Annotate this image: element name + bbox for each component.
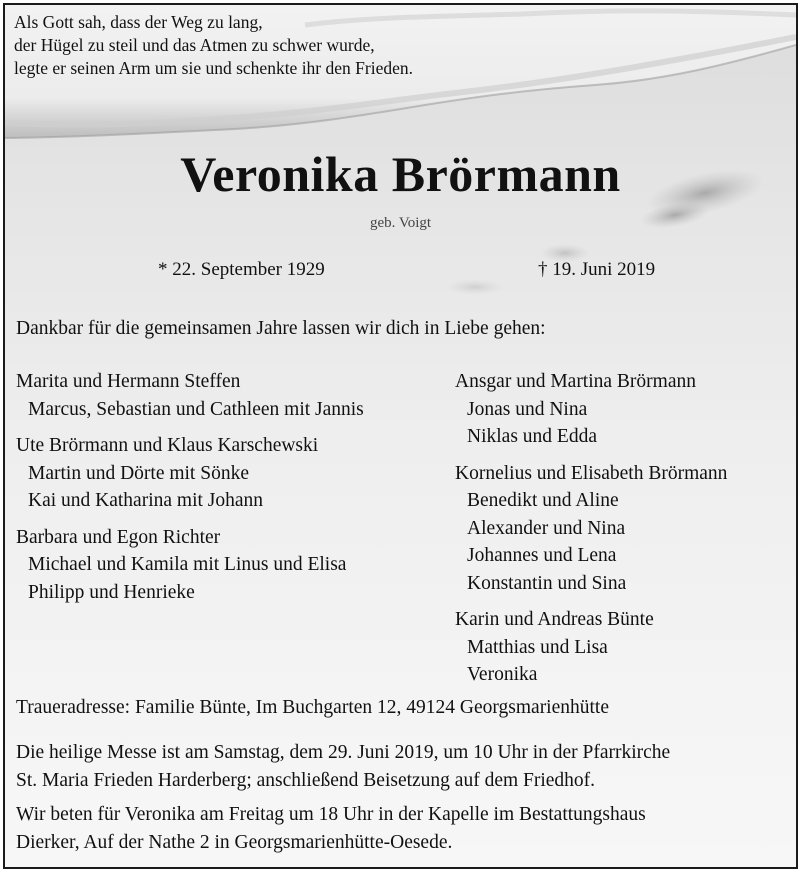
family-member: Philipp und Henrieke	[28, 581, 195, 603]
prayer-line: Dierker, Auf der Nathe 2 in Georgsmarienhütte-Oesede.	[16, 831, 453, 853]
family-member: Johannes und Lena	[467, 545, 617, 566]
mass-line: St. Maria Frieden Harderberg; anschließend Beisetzung auf dem Friedhof.	[16, 769, 596, 791]
mourning-address: Traueradresse: Familie Bünte, Im Buchgarten 12, 49124 Georgsmarienhütte	[16, 697, 609, 718]
verse-line: Als Gott sah, dass der Weg zu lang,	[14, 12, 263, 32]
birth-date: * 22. September 1929	[158, 259, 325, 280]
verse-line: legte er seinen Arm um sie und schenkte ihr den Frieden.	[14, 58, 413, 78]
family-list-left	[16, 368, 364, 606]
family-member: Jonas und Nina	[467, 398, 588, 420]
family-member: Alexander und Nina	[467, 517, 626, 539]
family-member: Michael und Kamila mit Linus und Elisa	[28, 554, 347, 575]
family-head: Kornelius und Elisabeth Brörmann	[455, 462, 728, 484]
family-head: Marita und Hermann Steffen	[16, 371, 241, 392]
family-head: Karin und Andreas Bünte	[455, 609, 654, 630]
family-list-right	[455, 368, 727, 689]
mass-line: Die heilige Messe ist am Samstag, dem 29. Juni 2019, um 10 Uhr in der Pfarrkirche	[16, 742, 671, 763]
family-member: Martin und Dörte mit Sönke	[28, 462, 249, 484]
family-member: Benedikt und Aline	[467, 490, 619, 511]
family-member: Konstantin und Sina	[467, 572, 627, 594]
family-head: Barbara und Egon Richter	[16, 526, 221, 548]
prayer-info	[16, 801, 646, 856]
family-member: Kai und Katharina mit Johann	[28, 490, 264, 511]
birth-name: geb. Voigt	[369, 215, 432, 231]
obituary-card	[3, 3, 798, 869]
family-head: Ute Brörmann und Klaus Karschewski	[16, 435, 319, 456]
intro-text: Dankbar für die gemeinsamen Jahre lassen wir dich in Liebe gehen:	[16, 318, 546, 339]
prayer-line: Wir beten für Veronika am Freitag um 18 Uhr in der Kapelle im Bestattungshaus	[16, 804, 646, 825]
family-member: Matthias und Lisa	[467, 636, 608, 658]
family-member: Veronika	[467, 664, 538, 685]
family-member: Niklas und Edda	[467, 426, 597, 447]
death-date: † 19. Juni 2019	[538, 259, 656, 280]
verse	[14, 11, 413, 80]
family-head: Ansgar und Martina Brörmann	[455, 371, 696, 392]
deceased-name: Veronika Brörmann	[180, 146, 621, 202]
verse-line: der Hügel zu steil und das Atmen zu schwer wurde,	[14, 35, 375, 55]
family-member: Marcus, Sebastian und Cathleen mit Jannis	[28, 398, 364, 420]
mass-info	[16, 739, 670, 794]
